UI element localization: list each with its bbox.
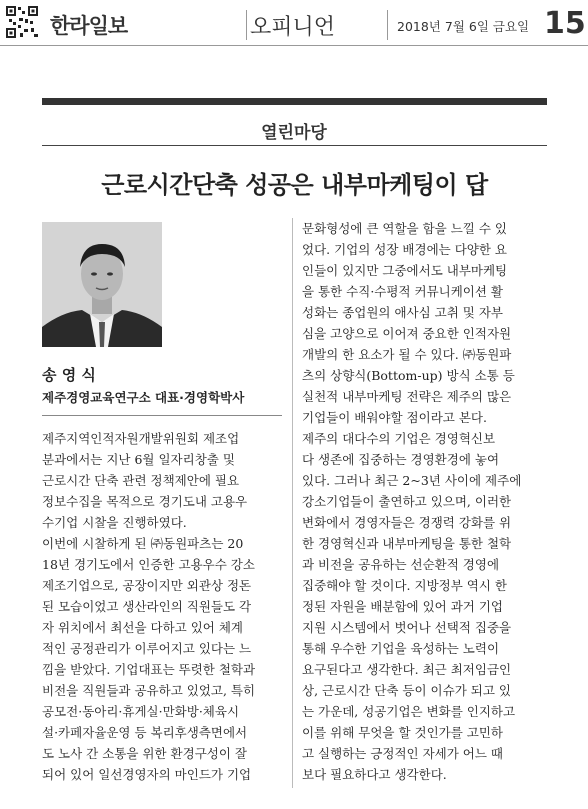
column-divider	[292, 218, 293, 788]
masthead-divider	[387, 10, 388, 40]
column-name: 열린마당	[261, 123, 327, 143]
byline-rule	[42, 415, 282, 416]
article-body-left: 제주지역인적자원개발위원회 제조업 분과에서는 지난 6월 일자리창출 및 근로시간 단축 관련 정책제안에 필요 정보수집을 목적으로 경기도내 고용우 수기업 시찰을 진행하였다. 이번에 시찰하게 된 ㈜동원파츠는 20 18년 경기도에서 인증한 고용우수 강소 제조기업으로, 공장이지만 외관상 정돈 된 모습이었고 생산라인의 직원들도 각 자 위치에서 최선을 다하고 있어 체계 적인 공정관리가 이루어지고 있다는 느 낌을 받았다. 기업대표는 뚜렷한 철학과 비전을 직원들과 공유하고 있었고, 특히 공모전·동아리·휴게실·만화방·체육시 설·카페자율운영 등 복리후생측면에서 도 노사 간 소통을 위한 환경구성이 잘 되어 있어 일선경영자의 마인드가 기업	[42, 431, 256, 782]
page-number: 15	[544, 6, 586, 41]
article-body-right: 문화형성에 큰 역할을 함을 느낄 수 있 었다. 기업의 성장 배경에는 다양한 요 인들이 있지만 그중에서도 내부마케팅 을 통한 수직·수평적 커뮤니케이션 활 성화는 종업원의 애사심 고취 및 자부 심을 고양으로 이어져 중요한 인적자원 개발의 한 요소가 될 수 있다. ㈜동원파 츠의 상향식(Bottom-up) 방식 소통 등 실천적 내부마케팅 전략은 제주의 많은 기업들이 배워야할 점이라고 본다. 제주의 대다수의 기업은 경영혁신보 다 생존에 집중하는 경영환경에 놓여 있다. 그러나 최근 2~3년 사이에 제주에 강소기업들이 출연하고 있으며, 이러한 변화에서 경영자들은 경쟁력 강화를 위 한 경영혁신과 내부마케팅을 통한 철학 과 비전을 공유하는 선순환적 경영에 집중해야 할 것이다. 지방정부 역시 한 정된 자원을 배분함에 있어 과거 기업 지원 시스템에서 벗어나 선택적 집중을 통해 우수한 기업을 육성하는 노력이 요구된다고 생각한다. 최근 최저임금인 상, 근로시간 단축 등이 이슈가 되고 있 는 가운데, 성공기업은 변화를 인지하고 이를 위해 무엇을 할 것인가를 고민하 고 실행하는 긍정적인 자세가 어느 때 보다 필요하다고 생각한다.	[302, 221, 522, 782]
column-header-bar	[42, 98, 547, 105]
section-title: 오피니언	[250, 15, 336, 40]
masthead-divider	[246, 10, 247, 40]
author-photo	[42, 222, 162, 347]
masthead-rule	[0, 45, 588, 46]
column-header-rule	[42, 145, 547, 146]
author-title: 제주경영교육연구소 대표·경영학박사	[42, 390, 245, 405]
article-headline: 근로시간단축 성공은 내부마케팅이 답	[101, 170, 488, 199]
author-name: 송 영 식	[42, 366, 96, 384]
newspaper-logo: 한라일보	[50, 14, 128, 38]
qr-code-icon	[5, 5, 39, 39]
issue-date: 2018년 7월 6일 금요일	[397, 19, 530, 34]
